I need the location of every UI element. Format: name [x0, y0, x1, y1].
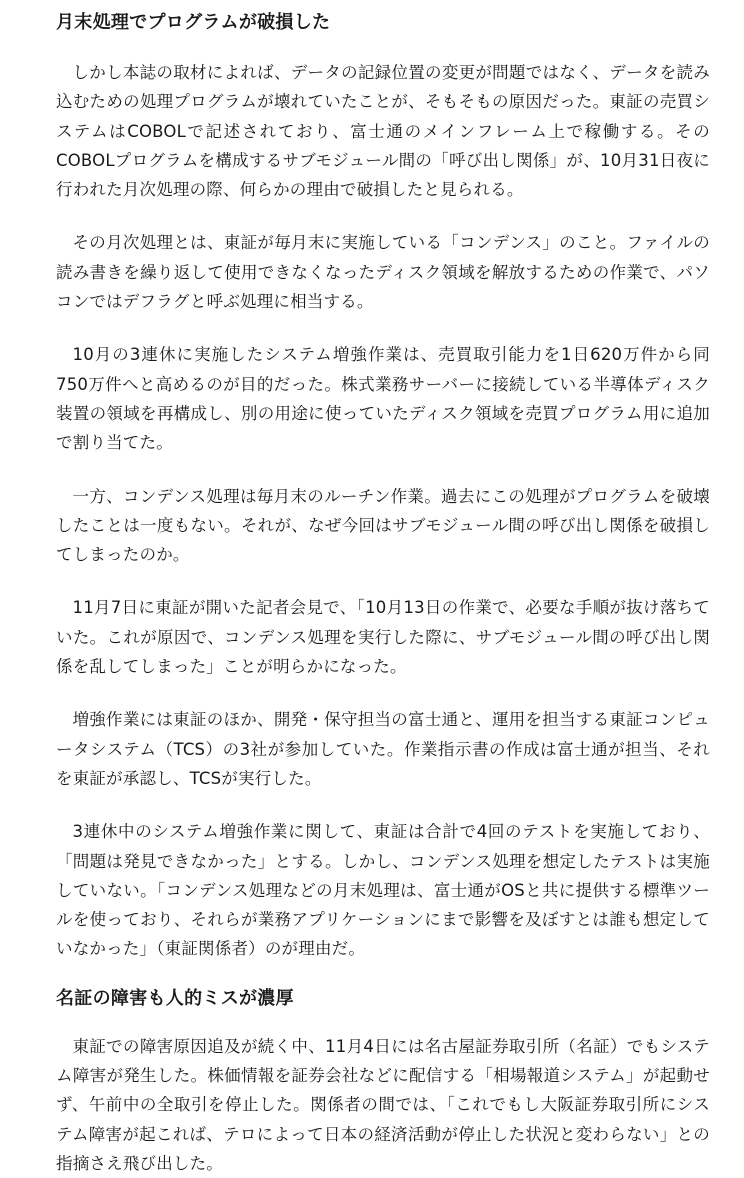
section-heading-nagoya-failure: 名証の障害も人的ミスが濃厚	[56, 987, 294, 1009]
paragraph: しかし本誌の取材によれば、データの記録位置の変更が問題ではなく、データを読み込むための処理プログラムが壊れていたことが、そもそもの原因だった。東証の売買システムはCOBOLで記述されており、富士通のメインフレーム上で稼働する。そのCOBOLプログラムを構成するサブモジュール間の「呼び出し関係」が、10月31日夜に行われた月次処理の際、何らかの理由で破損したと見られる。	[56, 63, 710, 200]
section-heading-monthly-processing: 月末処理でプログラムが破損した	[56, 12, 331, 33]
paragraph: 東証での障害原因追及が続く中、11月4日には名古屋証券取引所（名証）でもシステム障害が発生した。株価情報を証券会社などに配信する「相場報道システム」が起動せず、午前中の全取引を停止した。関係者の間では、「これでもし大阪証券取引所にシステム障害が起これば、テロによって日本の経済活動が停止した状況と変わらない」との指摘さえ飛び出した。	[56, 1036, 710, 1173]
paragraph: 一方、コンデンス処理は毎月末のルーチン作業。過去にこの処理がプログラムを破壊したことは一度もない。それが、なぜ今回はサブモジュール間の呼び出し関係を破損してしまったのか。	[56, 486, 710, 565]
paragraph: 10月の3連休に実施したシステム増強作業は、売買取引能力を1日620万件から同750万件へと高めるのが目的だった。株式業務サーバーに接続している半導体ディスク装置の領域を再構成し、別の用途に使っていたディスク領域を売買プログラム用に追加で割り当てた。	[56, 345, 710, 453]
paragraph: 11月7日に東証が開いた記者会見で、「10月13日の作業で、必要な手順が抜け落ちていた。これが原因で、コンデンス処理を実行した際に、サブモジュール間の呼び出し関係を乱してしまった」ことが明らかになった。	[56, 598, 710, 677]
paragraph: その月次処理とは、東証が毎月末に実施している「コンデンス」のこと。ファイルの読み書きを繰り返して使用できなくなったディスク領域を解放するための作業で、パソコンではデフラグと呼ぶ処理に相当する。	[56, 233, 710, 312]
paragraph: 3連休中のシステム増強作業に関して、東証は合計で4回のテストを実施しており、「問題は発見できなかった」とする。しかし、コンデンス処理を想定したテストは実施していない。「コンデンス処理などの月末処理は、富士通がOSと共に提供する標準ツールを使っており、それらが業務アプリケーションにまで影響を及ぼすとは誰も想定していなかった」（東証関係者）のが理由だ。	[56, 822, 710, 959]
paragraph: 増強作業には東証のほか、開発・保守担当の富士通と、運用を担当する東証コンピュータシステム（TCS）の3社が参加していた。作業指示書の作成は富士通が担当、それを東証が承認し、TCSが実行した。	[56, 710, 710, 788]
